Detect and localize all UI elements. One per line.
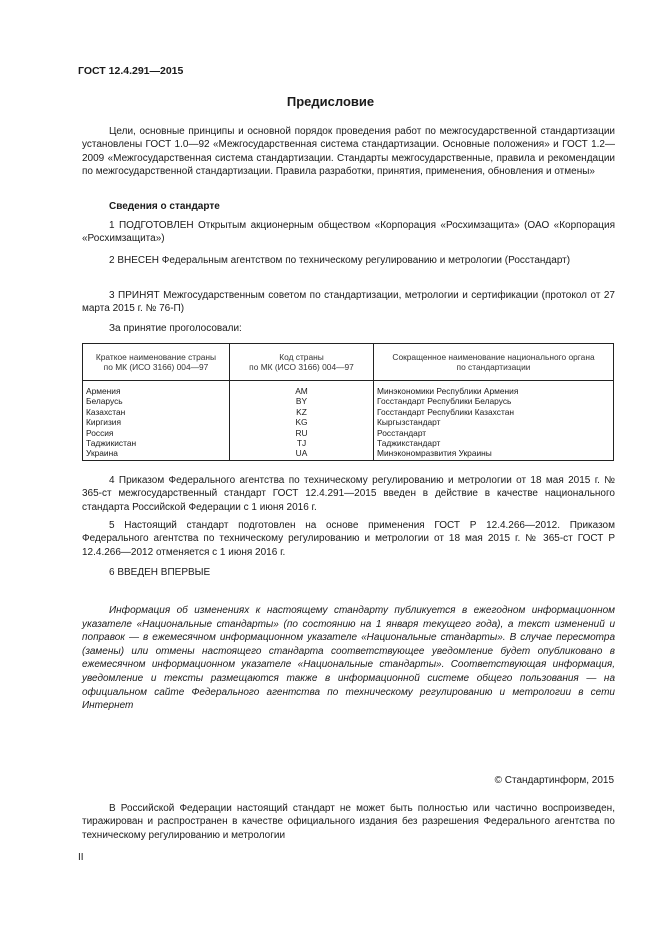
header-line: Код страны	[279, 351, 324, 362]
intro-paragraph: Цели, основные принципы и основной порядок проведения работ по межгосударственной стандартизации установлены ГОСТ 1.0—92 «Межгосударственная система стандартизации. Основные положения» и ГОСТ 1.2—2009 «Межгосударственная система стандартизации. Стандарты межгосударственные, правила и рекомендации по межгосударственной стандартизации. Правила разработки, принятия, применения, обновления и отмены»	[82, 126, 615, 178]
code-cell: TJ	[230, 438, 374, 448]
header-line: по стандартизации	[456, 362, 531, 372]
item-5-paragraph: 5 Настоящий стандарт подготовлен на основе применения ГОСТ Р 12.4.266—2012. Приказом Федерального агентства по техническому регулированию и метрологии от 18 мая 2015 г. № 365-ст ГОСТ Р 12.4.266—2012 отменяется с 1 июня 2016 г.	[82, 520, 615, 558]
table-row	[83, 417, 614, 427]
item-6-paragraph: 6 ВВЕДЕН ВПЕРВЫЕ	[109, 567, 211, 578]
column-header-code	[230, 344, 374, 381]
code-cell: BY	[230, 396, 374, 406]
amendments-info-note: Информация об изменениях к настоящему стандарту публикуется в ежегодном информационном указателе «Национальные стандарты» (по состоянию на 1 января текущего года), а текст изменений и поправок — в ежемесячном информационном указателе «Национальные стандарты». В случае пересмотра (замены) или отмены настоящего стандарта соответствующее уведомление будет опубликовано в ежемесячном информационном указателе «Национальные стандарты». Соответствующая информация, уведомление и тексты размещаются также в информационной системе общего пользования — на официальном сайте Федерального агентства по техническому регулированию и метрологии в сети Интернет	[82, 605, 615, 712]
body-cell: Минэкономразвития Украины	[374, 448, 614, 460]
table-row	[83, 428, 614, 438]
body-cell: Росстандарт	[374, 428, 614, 438]
table-row	[83, 407, 614, 417]
table-row	[83, 396, 614, 406]
page-number: II	[78, 852, 84, 863]
country-cell: Армения	[83, 381, 230, 397]
body-cell: Госстандарт Республики Беларусь	[374, 396, 614, 406]
country-cell: Украина	[83, 448, 230, 460]
code-cell: UA	[230, 448, 374, 460]
country-cell: Россия	[83, 428, 230, 438]
country-cell: Казахстан	[83, 407, 230, 417]
table-header-row	[83, 344, 614, 381]
table-row	[83, 448, 614, 460]
copyright-notice: © Стандартинформ, 2015	[494, 775, 614, 786]
table-row	[83, 381, 614, 397]
body-cell: Госстандарт Республики Казахстан	[374, 407, 614, 417]
item-3-paragraph: 3 ПРИНЯТ Межгосударственным советом по стандартизации, метрологии и сертификации (протокол от 27 марта 2015 г. № 76-П)	[82, 290, 615, 315]
body-cell: Минэкономики Республики Армения	[374, 381, 614, 397]
page-title: Предисловие	[286, 94, 375, 109]
code-cell: RU	[230, 428, 374, 438]
code-cell: KZ	[230, 407, 374, 417]
column-header-country	[83, 344, 230, 381]
section-heading: Сведения о стандарте	[109, 201, 220, 212]
code-cell: AM	[230, 381, 374, 397]
header-line: по МК (ИСО 3166) 004—97	[249, 362, 354, 372]
countries-table	[82, 343, 614, 461]
document-code-header: ГОСТ 12.4.291—2015	[78, 65, 184, 77]
code-cell: KG	[230, 417, 374, 427]
body-cell: Таджикстандарт	[374, 438, 614, 448]
item-2-paragraph: 2 ВНЕСЕН Федеральным агентством по техническому регулированию и метрологии (Росстандарт)	[109, 255, 571, 266]
header-line: Сокращенное наименование национального органа	[392, 351, 595, 362]
voted-label: За принятие проголосовали:	[109, 323, 242, 334]
reproduction-notice: В Российской Федерации настоящий стандарт не может быть полностью или частично воспроизведен, тиражирован и распространен в качестве официального издания без разрешения Федерального агентства по техническому регулированию и метрологии	[82, 803, 615, 841]
table-row	[83, 438, 614, 448]
column-header-body	[374, 344, 614, 381]
item-1-paragraph: 1 ПОДГОТОВЛЕН Открытым акционерным обществом «Корпорация «Росхимзащита» (ОАО «Корпорация «Росхимзащита»)	[82, 220, 615, 245]
country-cell: Таджикистан	[83, 438, 230, 448]
country-cell: Киргизия	[83, 417, 230, 427]
item-4-paragraph: 4 Приказом Федерального агентства по техническому регулированию и метрологии от 18 мая 2015 г. № 365-ст межгосударственный стандарт ГОСТ 12.4.291—2015 введен в действие в качестве национального стандарта Российской Федерации с 1 июня 2016 г.	[82, 475, 615, 513]
header-line: по МК (ИСО 3166) 004—97	[103, 362, 209, 372]
body-cell: Кыргызстандарт	[374, 417, 614, 427]
country-cell: Беларусь	[83, 396, 230, 406]
header-line: Краткое наименование страны	[95, 351, 217, 362]
